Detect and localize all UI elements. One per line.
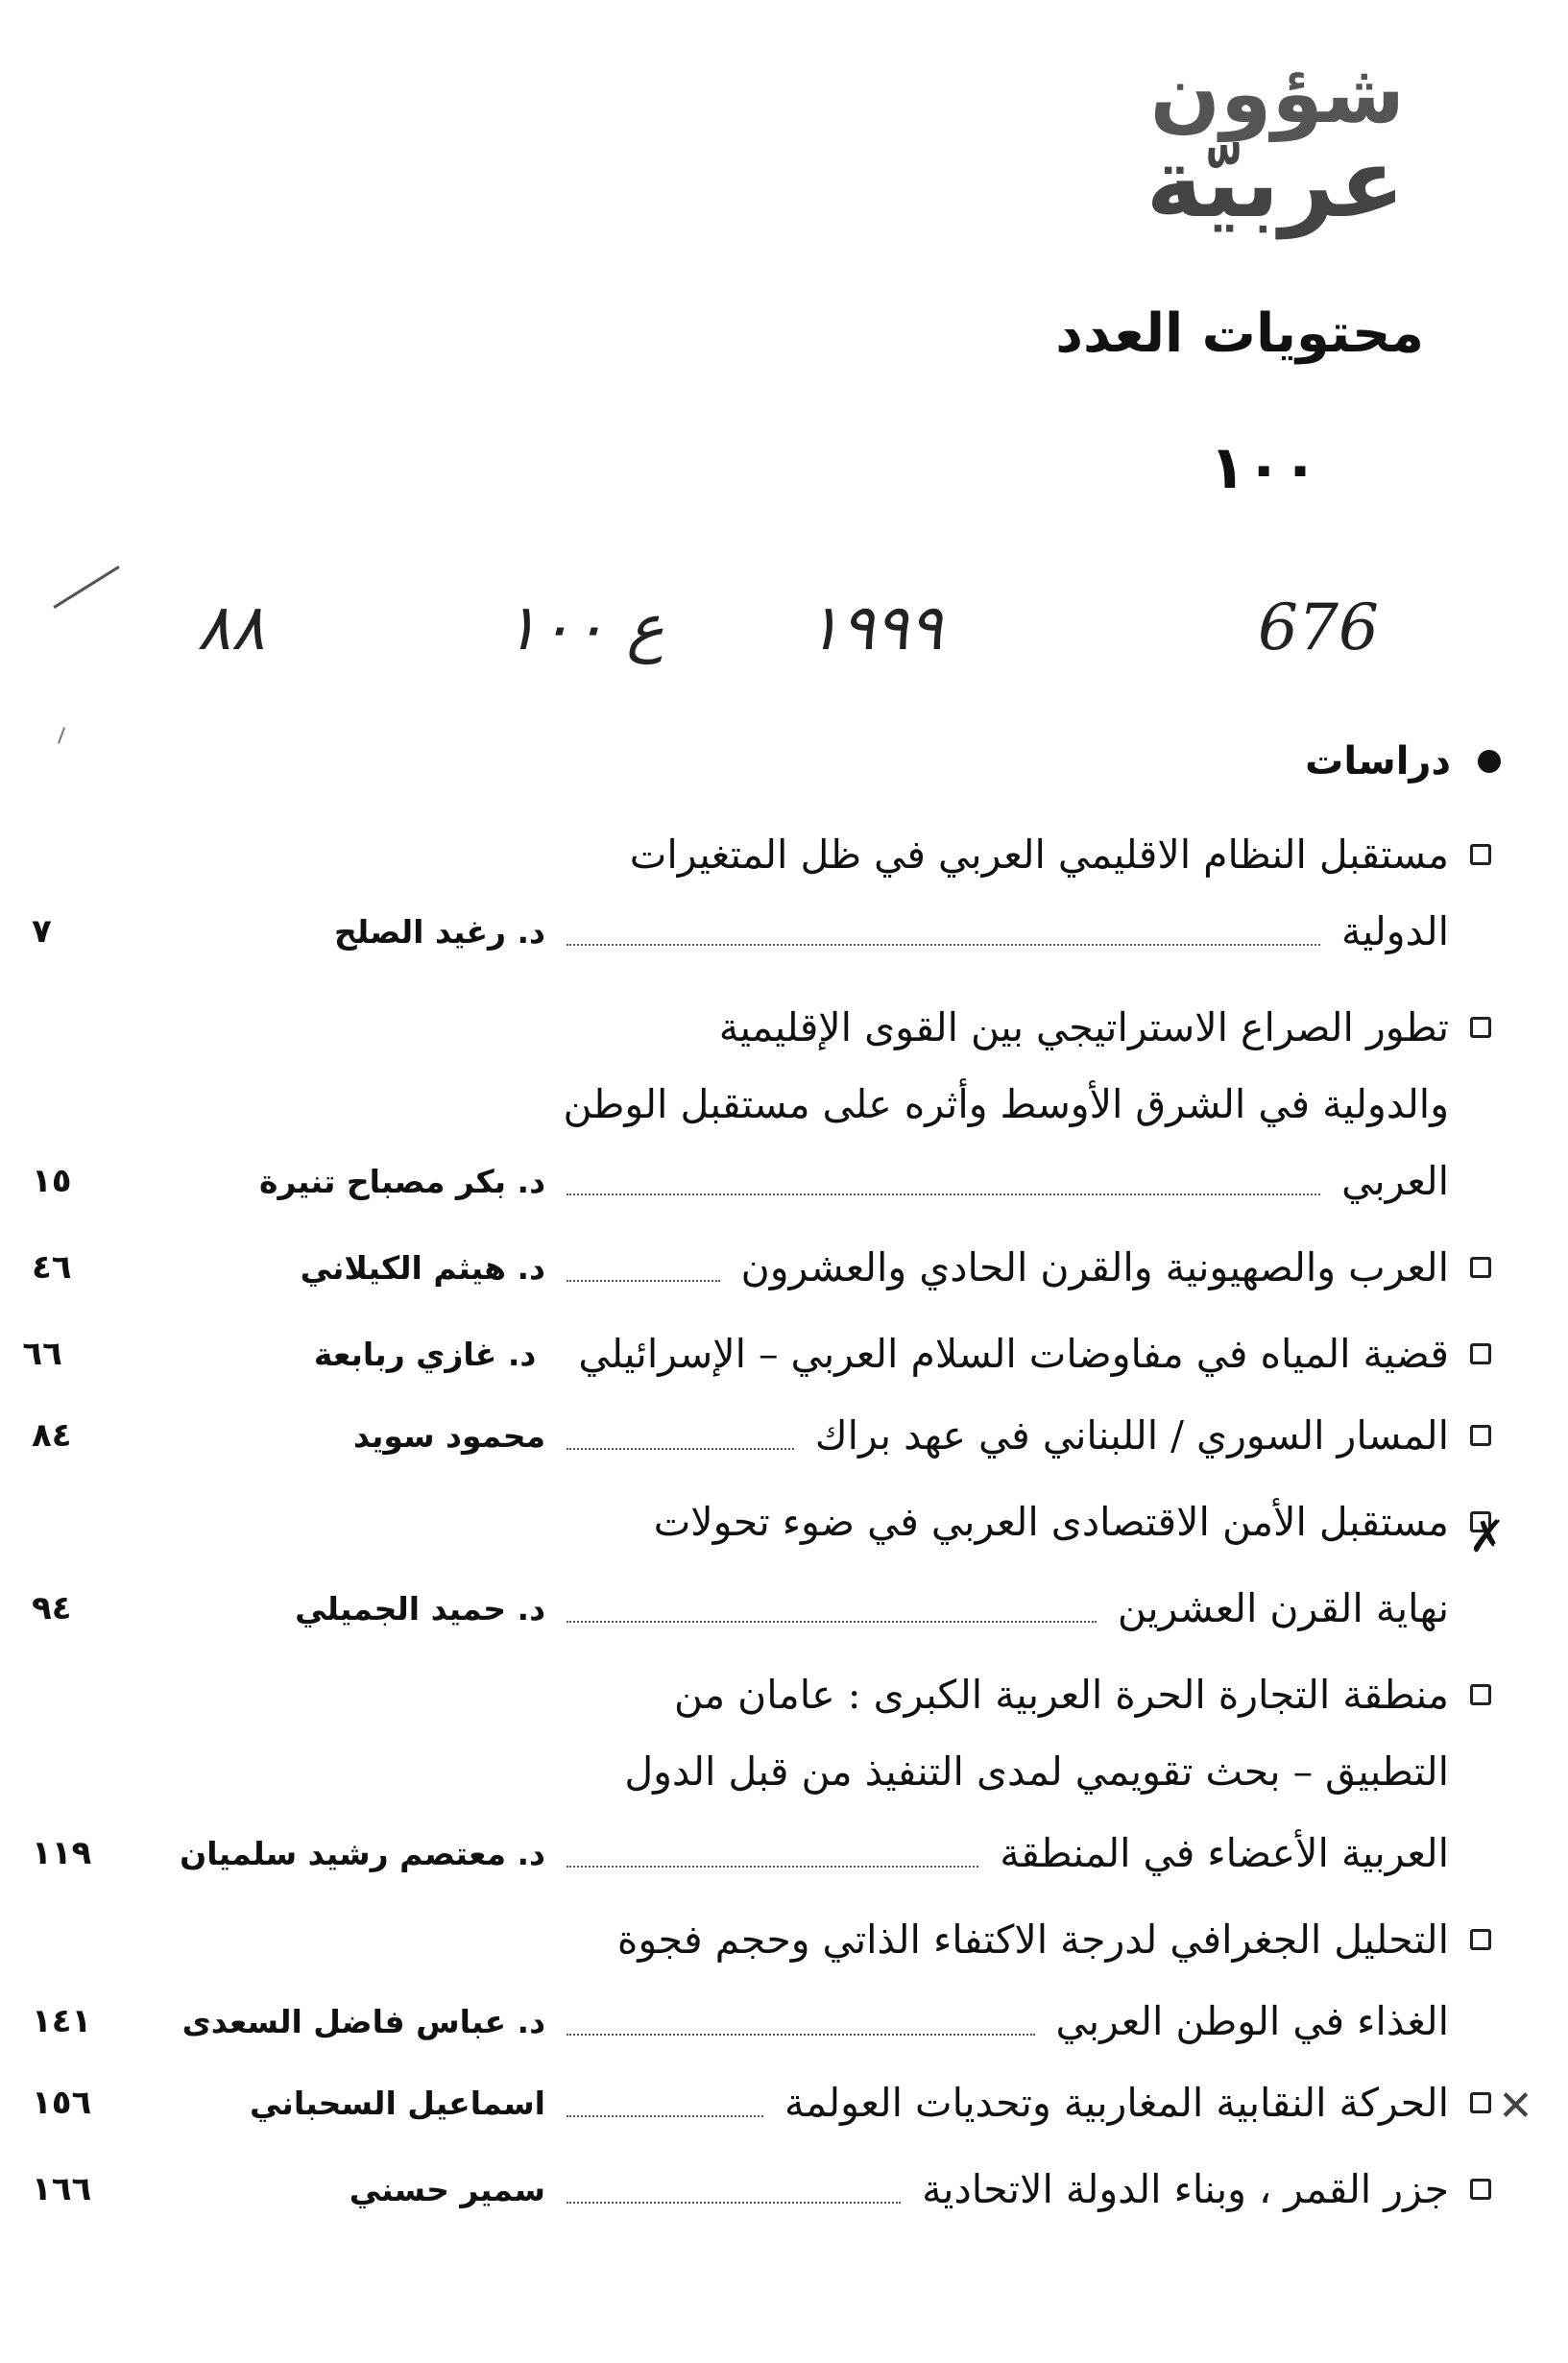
entry-author: اسماعيل السحباني bbox=[250, 2084, 545, 2122]
dotted-leader bbox=[567, 1621, 1097, 1623]
entry-author: د. بكر مصباح تنيرة bbox=[259, 1162, 545, 1200]
entry-author: د. حميد الجميلي bbox=[295, 1589, 545, 1628]
toc-entry-2-line-1[interactable] bbox=[32, 989, 1491, 1066]
toc-entry-7-line-3[interactable] bbox=[32, 1815, 1491, 1892]
handwritten-note-left: ٨٨ bbox=[197, 591, 265, 664]
checkbox-icon bbox=[1470, 1257, 1491, 1278]
checkbox-icon bbox=[1470, 1017, 1491, 1038]
entry-title: العربي bbox=[1341, 1158, 1449, 1204]
checkbox-icon bbox=[1470, 1929, 1491, 1950]
toc-entry-6-line-2[interactable] bbox=[32, 1570, 1491, 1647]
dotted-leader bbox=[567, 1448, 794, 1450]
entry-author: محمود سويد bbox=[352, 1416, 545, 1455]
entry-title: التطبيق – بحث تقويمي لمدى التنفيذ من قبل الدول bbox=[624, 1748, 1449, 1795]
entry-page-number: ١١٩ bbox=[32, 1834, 92, 1872]
toc-entry-1-line-1[interactable] bbox=[32, 816, 1491, 893]
logo-line-2: عربيّة bbox=[1146, 127, 1405, 239]
toc-entry-6-line-1[interactable] bbox=[32, 1483, 1506, 1562]
section-label: دراسات bbox=[1305, 739, 1451, 784]
dotted-leader bbox=[567, 2034, 1035, 2036]
entry-title: الحركة النقابية المغاربية وتحديات العولمة bbox=[784, 2080, 1449, 2126]
dotted-leader bbox=[567, 944, 1320, 946]
entry-title: العرب والصهيونية والقرن الحادي والعشرون bbox=[740, 1244, 1449, 1290]
toc-entry-7-line-1[interactable] bbox=[32, 1656, 1491, 1733]
entry-page-number: ٦٦ bbox=[22, 1335, 62, 1373]
entry-author: د. هيثم الكيلاني bbox=[300, 1248, 545, 1287]
dotted-leader bbox=[567, 1280, 720, 1282]
checkbox-icon bbox=[1468, 1510, 1506, 1562]
entry-title: الدولية bbox=[1340, 908, 1449, 954]
dotted-leader bbox=[567, 1194, 1320, 1195]
entry-page-number: ١٦٦ bbox=[32, 2170, 92, 2208]
checkbox-icon bbox=[1470, 1425, 1491, 1446]
toc-entry-8-line-1[interactable] bbox=[32, 1901, 1491, 1978]
entry-title: والدولية في الشرق الأوسط وأثره على مستقبل الوطن bbox=[563, 1081, 1449, 1127]
toc-entry-1-line-2[interactable] bbox=[32, 893, 1491, 970]
toc-entry-3[interactable] bbox=[32, 1229, 1491, 1306]
entry-title: مستقبل الأمن الاقتصادى العربي في ضوء تحولات bbox=[653, 1499, 1449, 1545]
toc-entry-8-line-2[interactable] bbox=[32, 1983, 1491, 2060]
entry-author: د. رغيد الصلح bbox=[334, 912, 545, 951]
entry-title: التحليل الجغرافي لدرجة الاكتفاء الذاتي وحجم فجوة bbox=[616, 1917, 1449, 1963]
handwritten-issue: ع ١٠٠ bbox=[504, 591, 664, 664]
entry-page-number: ١٥ bbox=[32, 1162, 72, 1200]
entry-title: الغذاء في الوطن العربي bbox=[1055, 1998, 1449, 2044]
margin-cross-icon: ✕ bbox=[1498, 2082, 1533, 2131]
entry-title: جزر القمر ، وبناء الدولة الاتحادية bbox=[922, 2166, 1449, 2212]
checkbox-icon bbox=[1470, 2092, 1491, 2113]
handwritten-year: ١٩٩٩ bbox=[807, 591, 943, 664]
toc-entry-2-line-3[interactable] bbox=[32, 1143, 1491, 1219]
entry-title: مستقبل النظام الاقليمي العربي في ظل المتغيرات bbox=[629, 832, 1449, 878]
handwritten-code: 676 bbox=[1258, 591, 1379, 664]
entry-title: تطور الصراع الاستراتيجي بين القوى الإقليمية bbox=[718, 1004, 1449, 1050]
issue-number: ١٠٠ bbox=[1209, 432, 1318, 502]
entry-title: نهاية القرن العشرين bbox=[1117, 1585, 1449, 1631]
checkbox-icon bbox=[1470, 2179, 1491, 2200]
toc-entry-7-line-2[interactable] bbox=[32, 1733, 1491, 1810]
entry-author: سمير حسني bbox=[349, 2170, 545, 2208]
page-title: محتويات العدد bbox=[1055, 302, 1424, 365]
entry-title: قضية المياه في مفاوضات السلام العربي – الإسرائيلي bbox=[578, 1331, 1449, 1377]
entry-page-number: ١٥٦ bbox=[32, 2084, 92, 2122]
entry-page-number: ٩٤ bbox=[32, 1589, 72, 1628]
entry-author: د. معتصم رشيد سلميان bbox=[180, 1834, 545, 1872]
checkbox-icon bbox=[1470, 844, 1491, 865]
dotted-leader bbox=[567, 1866, 978, 1868]
entry-title: المسار السوري / اللبناني في عهد براك bbox=[814, 1412, 1449, 1459]
entry-title: العربية الأعضاء في المنطقة bbox=[1000, 1830, 1449, 1876]
dotted-leader bbox=[567, 2202, 901, 2204]
checkbox-icon bbox=[1470, 1684, 1491, 1705]
table-of-contents bbox=[22, 0, 1506, 2363]
toc-entry-4[interactable] bbox=[22, 1315, 1491, 1392]
logo-line-1: شؤون bbox=[1149, 46, 1405, 142]
entry-page-number: ٨٤ bbox=[32, 1416, 72, 1455]
toc-entry-2-line-2[interactable] bbox=[32, 1066, 1491, 1143]
toc-entry-5[interactable] bbox=[32, 1397, 1491, 1474]
entry-page-number: ٤٦ bbox=[32, 1248, 72, 1287]
dotted-leader bbox=[567, 2115, 763, 2117]
entry-page-number: ٧ bbox=[32, 912, 52, 951]
checkbox-icon bbox=[1470, 1343, 1491, 1364]
entry-title: منطقة التجارة الحرة العربية الكبرى : عامان من bbox=[673, 1672, 1449, 1718]
entry-author: د. غازي ربابعة bbox=[313, 1335, 537, 1373]
check-mark-icon: ✗ bbox=[1468, 1510, 1506, 1562]
entry-author: د. عباس فاضل السعدى bbox=[181, 2002, 545, 2040]
toc-entry-10[interactable] bbox=[32, 2151, 1491, 2228]
toc-entry-9[interactable] bbox=[32, 2064, 1491, 2141]
entry-page-number: ١٤١ bbox=[32, 2002, 92, 2040]
